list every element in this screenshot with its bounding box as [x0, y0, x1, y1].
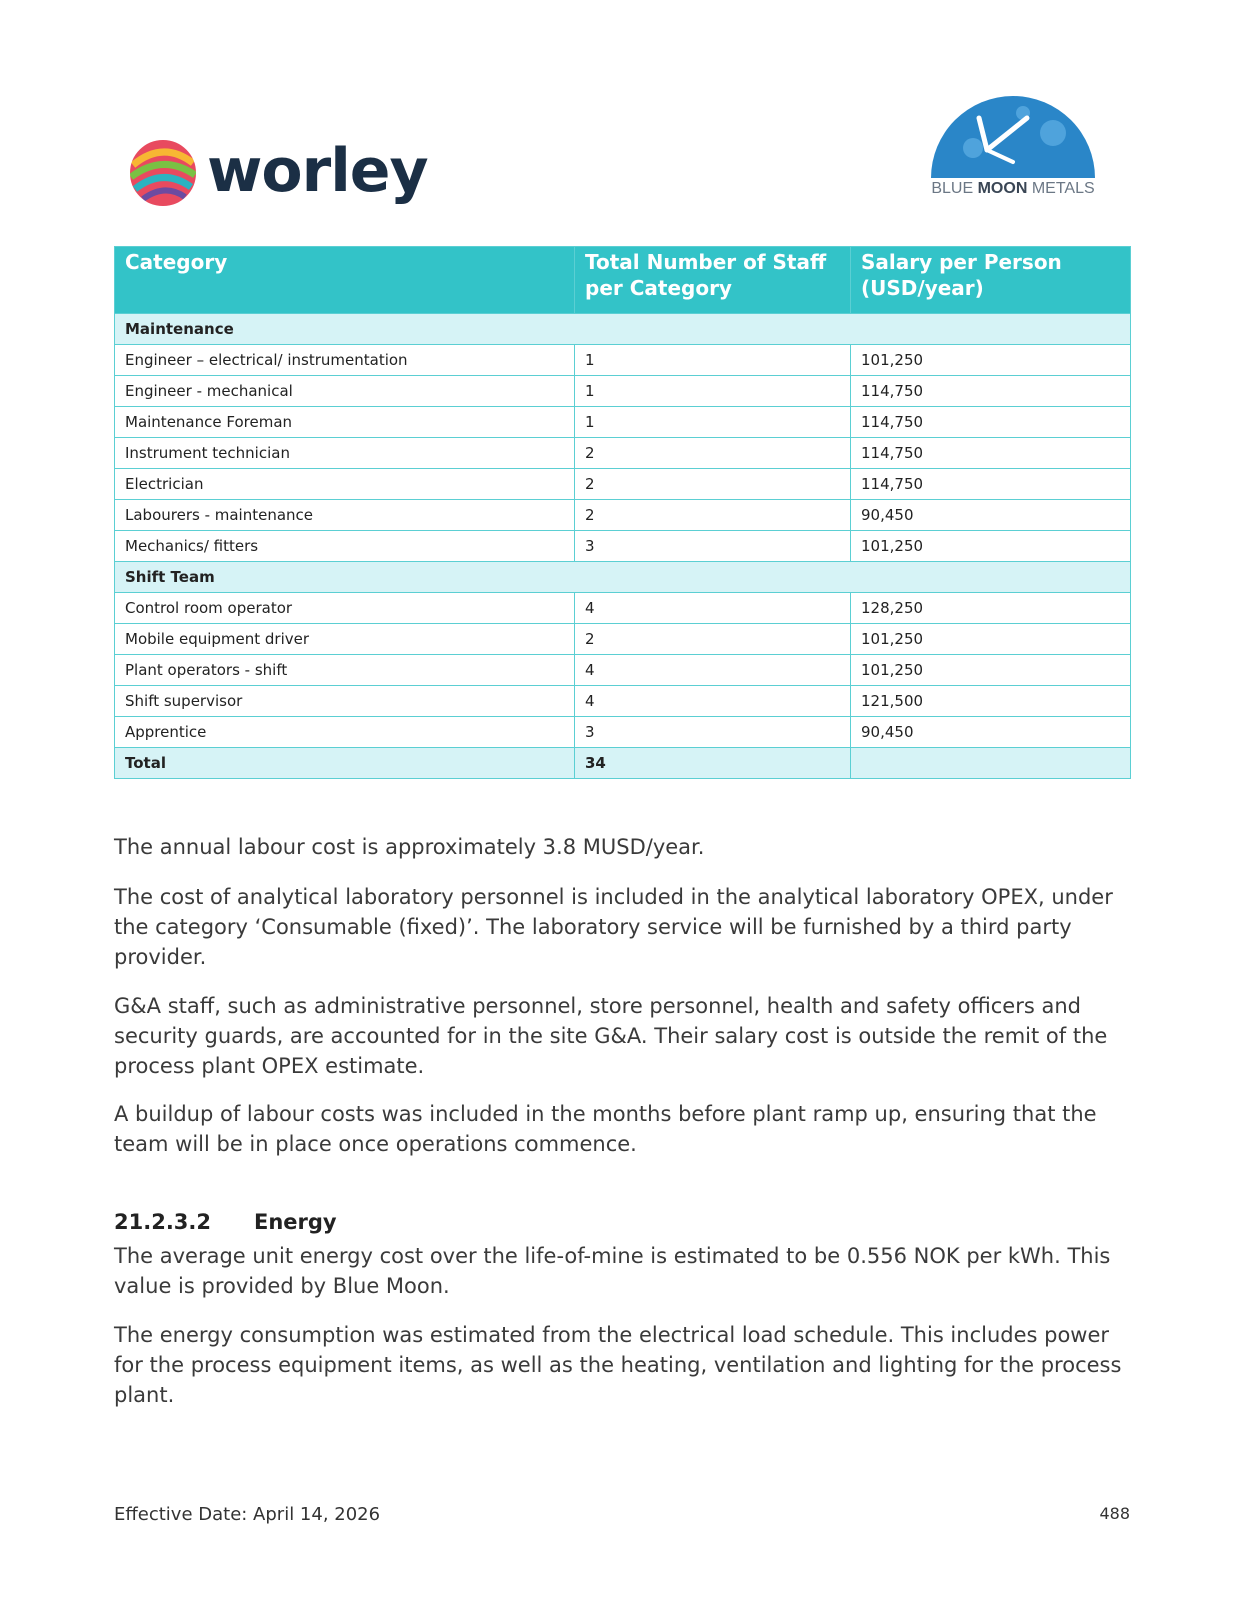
- staff-cell: 4: [575, 593, 851, 624]
- brand-word-blue: BLUE: [931, 180, 974, 197]
- brand-word-moon: MOON: [977, 180, 1028, 197]
- column-header-category: Category: [115, 247, 575, 314]
- table-row: [115, 345, 1131, 376]
- section-title: Shift Team: [115, 562, 1131, 593]
- table-row: [115, 531, 1131, 562]
- staff-cell: 4: [575, 686, 851, 717]
- section-row-maintenance: [115, 314, 1131, 345]
- staff-cell: 2: [575, 469, 851, 500]
- category-cell: Control room operator: [115, 593, 575, 624]
- worley-logo: [125, 135, 445, 215]
- salary-cell: 114,750: [851, 376, 1131, 407]
- footer-page-number: 488: [1099, 1504, 1130, 1523]
- staff-cell: 1: [575, 376, 851, 407]
- staff-cell: 3: [575, 531, 851, 562]
- category-cell: Mechanics/ fitters: [115, 531, 575, 562]
- paragraph-laboratory: The cost of analytical laboratory personnel is included in the analytical laboratory OPEX, under the category ‘Consumable (fixed)’. The laboratory service will be furnished by a third party provider.: [114, 885, 1113, 969]
- table-header-row: [115, 247, 1131, 314]
- paragraph-energy-consumption: The energy consumption was estimated from the electrical load schedule. This includes power for the process equipment items, as well as the heating, ventilation and lighting for the process plant.: [114, 1323, 1122, 1407]
- total-row: [115, 748, 1131, 779]
- table-row: [115, 376, 1131, 407]
- column-header-salary: Salary per Person (USD/year): [851, 247, 1131, 314]
- section-title: Maintenance: [115, 314, 1131, 345]
- paragraph-ga-staff: G&A staff, such as administrative personnel, store personnel, health and safety officers and security guards, are accounted for in the site G&A. Their salary cost is outside the remit of the process plant OPEX estimate.: [114, 994, 1108, 1078]
- worley-swirl-logo-icon: [125, 135, 201, 211]
- total-label: Total: [115, 748, 575, 779]
- table-row: [115, 469, 1131, 500]
- staff-salary-table: [114, 246, 1131, 779]
- table-row: [115, 624, 1131, 655]
- staff-cell: 1: [575, 345, 851, 376]
- table-row: [115, 593, 1131, 624]
- salary-cell: 114,750: [851, 438, 1131, 469]
- salary-cell: 114,750: [851, 407, 1131, 438]
- column-header-staff: Total Number of Staff per Category: [575, 247, 851, 314]
- staff-cell: 2: [575, 500, 851, 531]
- table-row: [115, 438, 1131, 469]
- blue-moon-clock-logo-icon: [913, 78, 1113, 183]
- category-cell: Plant operators - shift: [115, 655, 575, 686]
- paragraph-labour-buildup: A buildup of labour costs was included in the months before plant ramp up, ensuring that the team will be in place once operations commence.: [114, 1102, 1097, 1156]
- staff-cell: 4: [575, 655, 851, 686]
- category-cell: Shift supervisor: [115, 686, 575, 717]
- blue-moon-metals-logo: [913, 78, 1113, 203]
- total-staff: 34: [575, 748, 851, 779]
- paragraph-labour-cost: The annual labour cost is approximately 3.8 MUSD/year.: [114, 835, 705, 859]
- category-cell: Engineer – electrical/ instrumentation: [115, 345, 575, 376]
- footer-effective-date: Effective Date: April 14, 2026: [114, 1504, 381, 1525]
- category-cell: Engineer - mechanical: [115, 376, 575, 407]
- table-row: [115, 686, 1131, 717]
- table-row: [115, 655, 1131, 686]
- salary-cell: 101,250: [851, 624, 1131, 655]
- total-salary: [851, 748, 1131, 779]
- salary-cell: 101,250: [851, 345, 1131, 376]
- salary-cell: 101,250: [851, 531, 1131, 562]
- salary-cell: 128,250: [851, 593, 1131, 624]
- category-cell: Maintenance Foreman: [115, 407, 575, 438]
- category-cell: Apprentice: [115, 717, 575, 748]
- staff-cell: 1: [575, 407, 851, 438]
- category-cell: Electrician: [115, 469, 575, 500]
- staff-cell: 3: [575, 717, 851, 748]
- section-number: 21.2.3.2: [114, 1210, 211, 1234]
- section-row-shift-team: [115, 562, 1131, 593]
- section-title: Energy: [254, 1210, 337, 1234]
- table-row: [115, 500, 1131, 531]
- table-row: [115, 407, 1131, 438]
- category-cell: Mobile equipment driver: [115, 624, 575, 655]
- section-heading-energy: [114, 1210, 337, 1234]
- salary-cell: 114,750: [851, 469, 1131, 500]
- salary-cell: 121,500: [851, 686, 1131, 717]
- paragraph-energy-unit-cost: The average unit energy cost over the life-of-mine is estimated to be 0.556 NOK per kWh. This value is provided by Blue Moon.: [114, 1244, 1111, 1298]
- worley-wordmark: worley: [207, 136, 428, 206]
- table-row: [115, 717, 1131, 748]
- salary-cell: 90,450: [851, 717, 1131, 748]
- category-cell: Instrument technician: [115, 438, 575, 469]
- salary-cell: 90,450: [851, 500, 1131, 531]
- category-cell: Labourers - maintenance: [115, 500, 575, 531]
- salary-cell: 101,250: [851, 655, 1131, 686]
- staff-cell: 2: [575, 624, 851, 655]
- blue-moon-metals-wordmark: [913, 180, 1113, 198]
- staff-cell: 2: [575, 438, 851, 469]
- brand-word-metals: METALS: [1031, 180, 1095, 197]
